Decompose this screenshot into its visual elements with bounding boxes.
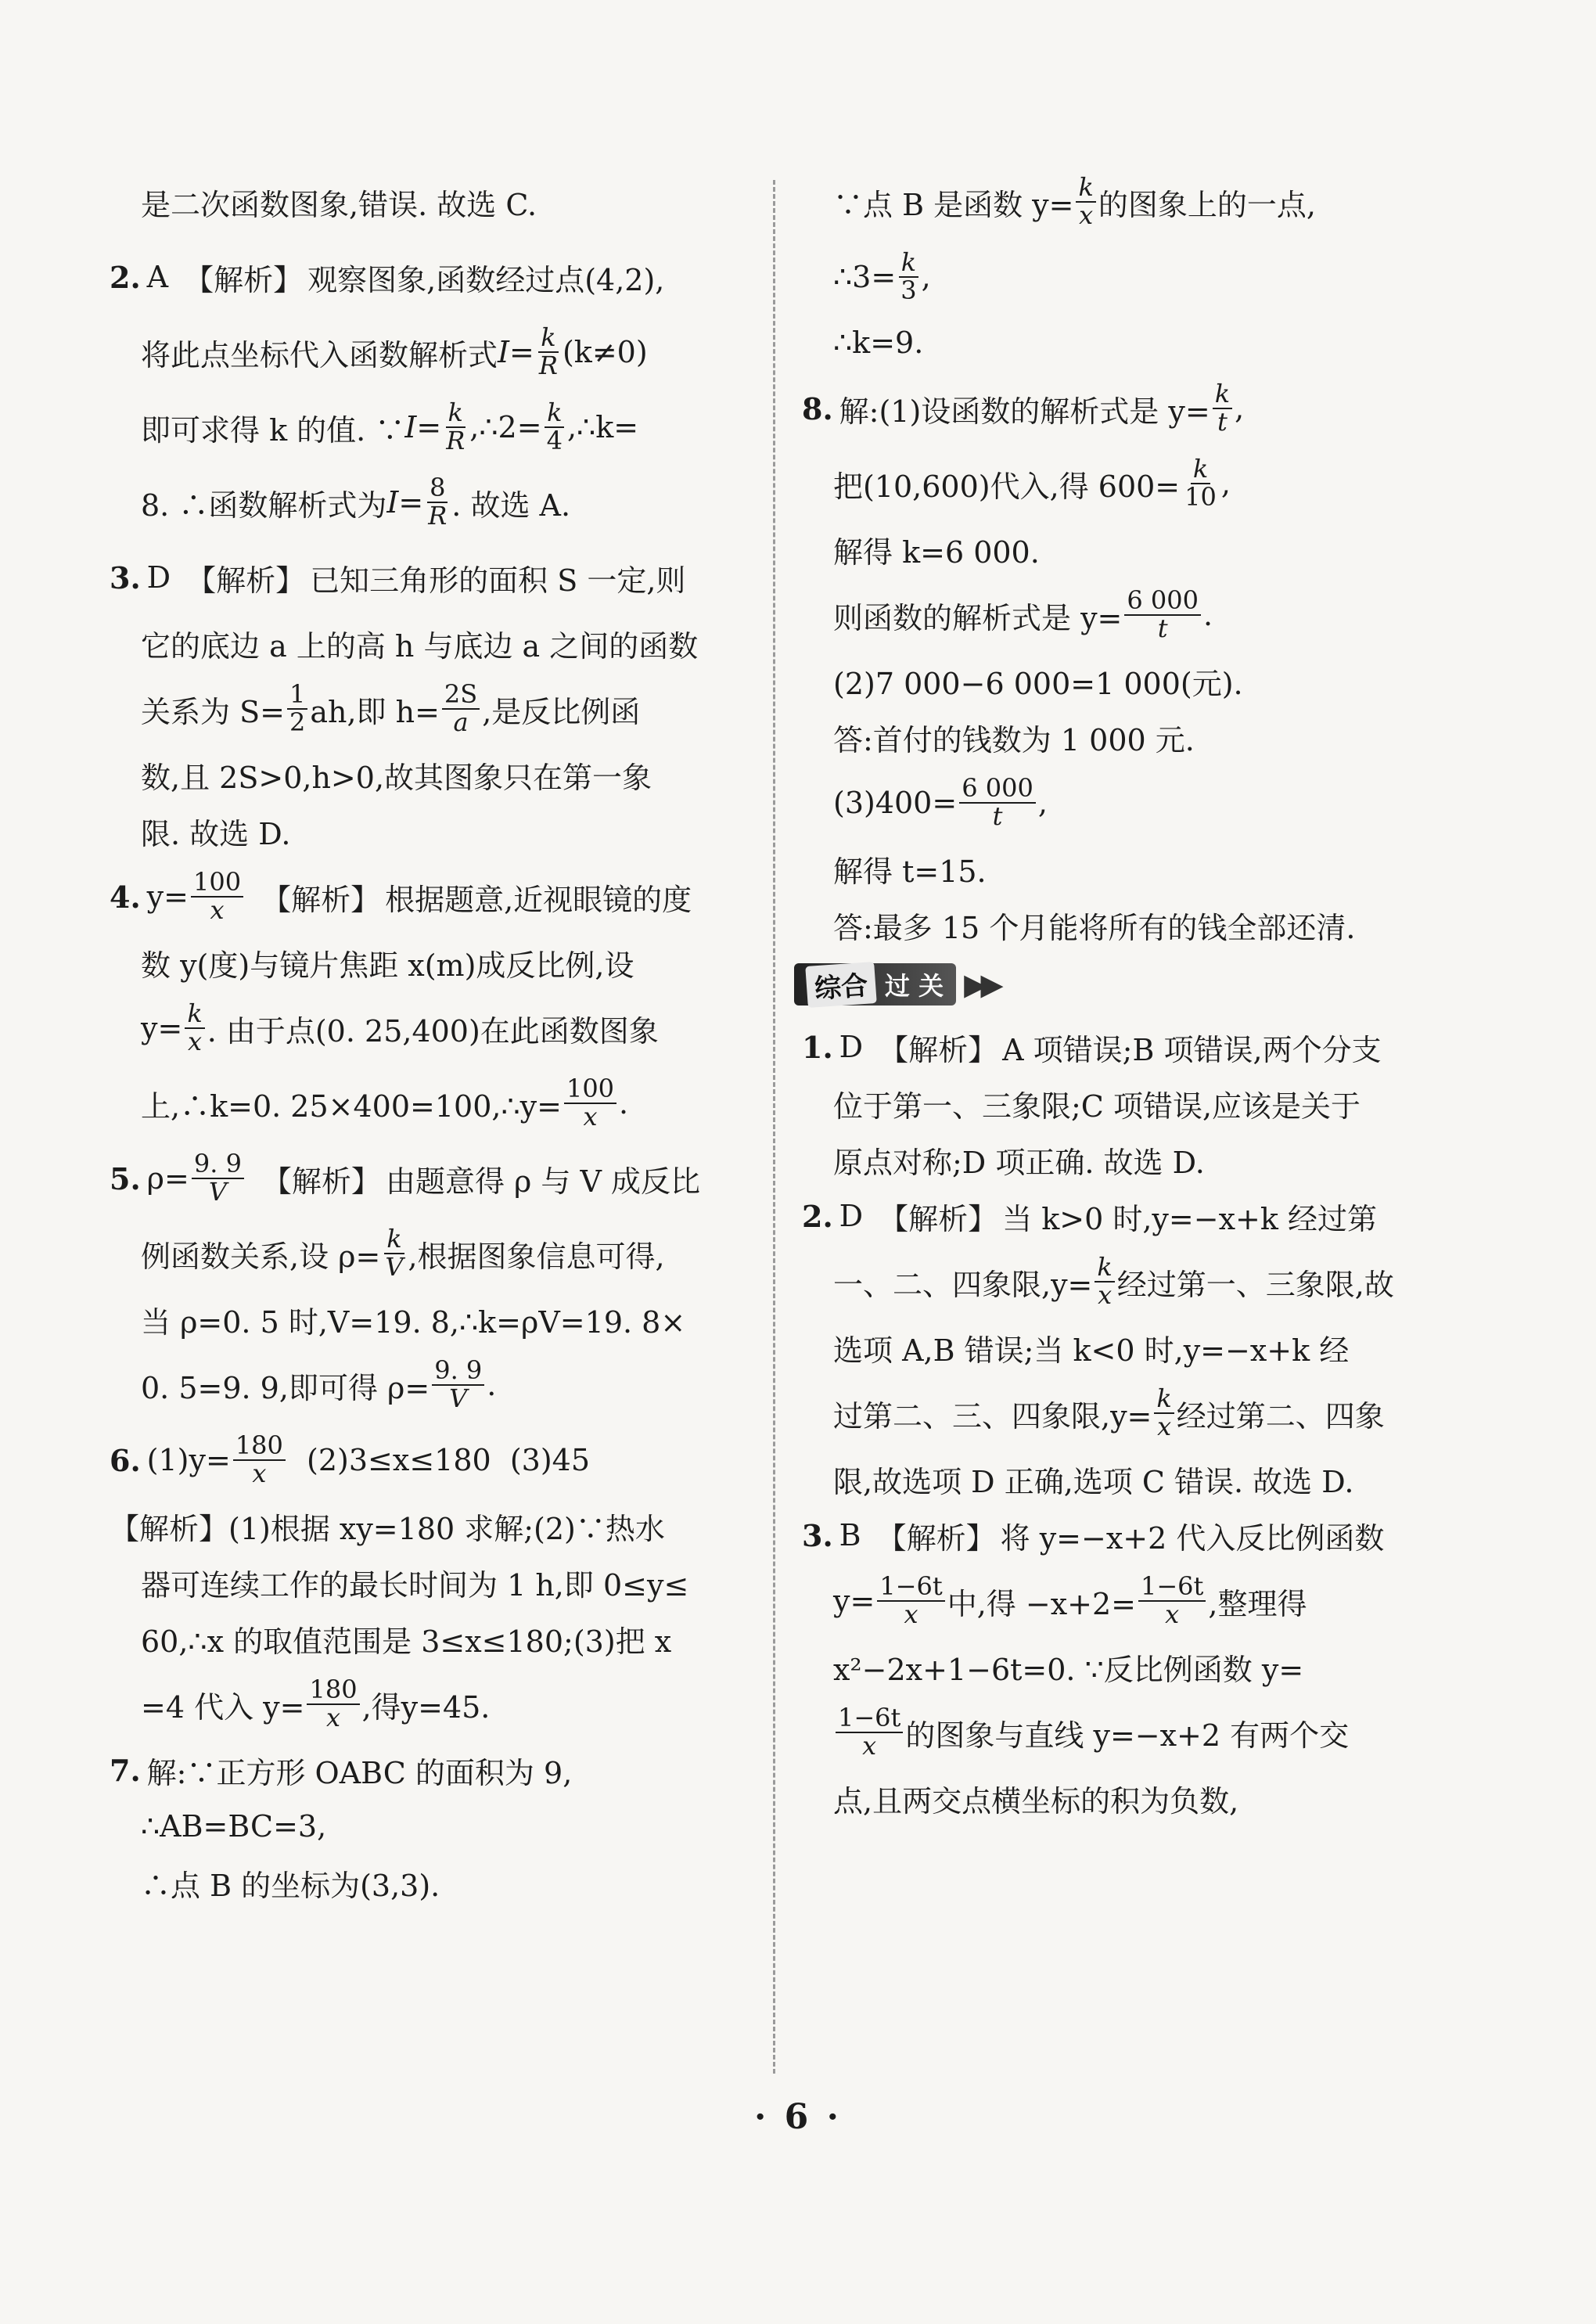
text: 根据题意,近视眼镜的度: [385, 882, 692, 917]
question-4-line: [110, 859, 747, 934]
text: 解:∵正方形 OABC 的面积为 9,: [146, 1755, 573, 1790]
text-line: [802, 1695, 1428, 1770]
answer-letter: D: [839, 1030, 864, 1064]
text: 一、二、四象限,y=: [833, 1267, 1093, 1302]
fraction: [1124, 585, 1201, 643]
text-line: [110, 991, 747, 1066]
text-line: [110, 1798, 747, 1855]
text-line: [802, 577, 1428, 653]
text-line: [802, 239, 1428, 315]
text-line: [110, 390, 747, 465]
denominator: 2: [289, 707, 306, 737]
numerator: k: [899, 250, 918, 278]
denominator: x: [210, 895, 225, 925]
denominator: x: [1079, 200, 1094, 230]
fraction: [383, 1226, 405, 1280]
text: =: [509, 335, 534, 369]
numerator: k: [1213, 381, 1232, 409]
text: 由题意得 ρ 与 V 成反比: [385, 1164, 701, 1199]
text: 60,∴x 的取值范围是 3≤x≤180;(3)把 x: [141, 1624, 672, 1659]
review-question-1-line: [802, 1019, 1428, 1075]
denominator: 10: [1184, 482, 1217, 512]
fraction: [1154, 1383, 1174, 1441]
numerator: k: [446, 400, 466, 428]
denominator: x: [187, 1027, 203, 1056]
double-arrow-icon: ▶▶: [964, 967, 998, 1002]
denominator: x: [904, 1599, 918, 1629]
fraction: [1076, 174, 1095, 228]
text-line: [802, 840, 1428, 897]
numerator: 100: [564, 1076, 616, 1104]
text: . 由于点(0. 25,400)在此函数图象: [207, 1013, 659, 1049]
text-line: [110, 1291, 747, 1347]
text: 解:(1)设函数的解析式是 y=: [839, 394, 1210, 429]
denominator: V: [385, 1252, 404, 1282]
fraction: [233, 1430, 286, 1488]
text-line: [802, 709, 1428, 765]
denominator: x: [326, 1703, 341, 1732]
text-line: [110, 615, 747, 671]
fraction: [1213, 381, 1232, 435]
text-line: [110, 315, 747, 390]
text: 过第二、三、四象限,y=: [833, 1398, 1152, 1434]
page-number: · 6 ·: [754, 2097, 842, 2137]
text-line: [110, 671, 747, 746]
column-divider: [773, 180, 775, 2074]
fraction: [959, 775, 1036, 829]
text-line: [802, 1770, 1428, 1826]
fraction: [185, 998, 204, 1056]
text-line: [110, 1667, 747, 1742]
denominator: R: [538, 351, 558, 380]
text: 数,且 2S>0,h>0,故其图象只在第一象: [141, 760, 652, 795]
question-number: 3.: [110, 559, 141, 595]
text: ,∴k=: [566, 410, 639, 444]
text: (2)3≤x≤180 (3)45: [287, 1443, 591, 1477]
denominator: R: [428, 501, 448, 531]
text: 把(10,600)代入,得 600=: [833, 469, 1181, 504]
question-number: 2.: [110, 259, 141, 295]
text: 的图象与直线 y=−x+2 有两个交: [905, 1718, 1350, 1753]
answer-letter: A: [146, 260, 169, 294]
text: 例函数关系,设 ρ=: [141, 1239, 381, 1274]
text-line: [110, 1498, 747, 1554]
fraction: [432, 1355, 484, 1413]
numerator: 1−6t: [836, 1705, 903, 1733]
denominator: x: [1157, 1412, 1172, 1441]
numerator: k: [1191, 456, 1210, 484]
fraction: [307, 1677, 359, 1731]
text: .: [487, 1368, 497, 1402]
text: =4 代入 y=: [141, 1689, 305, 1725]
denominator: 3: [900, 275, 917, 305]
text-line: [802, 1319, 1428, 1376]
text: 答:首付的钱数为 1 000 元.: [833, 722, 1195, 757]
text: 【解析】(1)根据 xy=180 求解;(2)∵热水: [110, 1511, 665, 1546]
text: 已知三角形的面积 S 一定,则: [310, 563, 686, 598]
analysis-tag: 【解析】: [186, 563, 306, 598]
text: (3)400=: [833, 786, 958, 820]
denominator: x: [862, 1731, 877, 1761]
text: (1)y=: [146, 1443, 231, 1477]
fraction: [877, 1571, 944, 1629]
text-line: [110, 1347, 747, 1423]
fraction: [287, 679, 307, 737]
text-line: [110, 1855, 747, 1911]
text: ,: [1220, 466, 1231, 501]
text-line: [110, 934, 747, 991]
question-number: 3.: [802, 1517, 833, 1553]
denominator: x: [252, 1459, 267, 1488]
text-line: [802, 1451, 1428, 1507]
text: 当 k>0 时,y=−x+k 经过第: [1002, 1201, 1377, 1236]
numerator: 1−6t: [1138, 1574, 1206, 1602]
text: 即可求得 k 的值. ∵: [141, 412, 405, 448]
text-line: [110, 1216, 747, 1291]
text-line: [802, 446, 1428, 521]
text: A 项错误;B 项错误,两个分支: [1002, 1032, 1382, 1067]
text: ,: [921, 260, 931, 294]
fraction: [191, 869, 243, 923]
text: 它的底边 a 上的高 h 与底边 a 之间的函数: [141, 628, 699, 664]
numerator: 6 000: [959, 775, 1036, 804]
numerator: k: [545, 400, 564, 428]
text: 点,且两交点横坐标的积为负数,: [833, 1783, 1239, 1819]
numerator: 2S: [442, 682, 480, 710]
denominator: t: [1157, 613, 1168, 643]
question-number: 7.: [110, 1752, 141, 1788]
text-line: [110, 164, 747, 239]
text-line: [802, 1131, 1428, 1188]
text: 解得 k=6 000.: [833, 534, 1040, 570]
analysis-tag: 【解析】: [879, 1201, 998, 1236]
question-2-line: [110, 239, 747, 315]
text: ,根据图象信息可得,: [408, 1239, 665, 1274]
text: 数 y(度)与镜片焦距 x(m)成反比例,设: [141, 948, 634, 983]
text-line: [802, 1376, 1428, 1451]
question-7-line: [110, 1742, 747, 1798]
text: 当 ρ=0. 5 时,V=19. 8,∴k=ρV=19. 8×: [141, 1304, 686, 1340]
variable: I: [498, 335, 510, 369]
text: 是二次函数图象,错误. 故选 C.: [141, 187, 537, 222]
fraction: [1138, 1571, 1206, 1629]
text-line: [110, 465, 747, 540]
fraction: [564, 1076, 616, 1130]
denominator: 4: [546, 426, 563, 455]
text: ,整理得: [1208, 1586, 1307, 1621]
denominator: x: [1098, 1280, 1113, 1310]
text-line: [110, 1554, 747, 1610]
text-line: [802, 1639, 1428, 1695]
analysis-tag: 【解析】: [261, 1164, 381, 1199]
question-number: 6.: [110, 1442, 141, 1478]
text: 原点对称;D 项正确. 故选 D.: [833, 1145, 1205, 1180]
question-number: 8.: [802, 390, 833, 426]
answer-letter: D: [146, 560, 171, 595]
question-5-line: [110, 1141, 747, 1216]
analysis-tag: 【解析】: [876, 1520, 996, 1556]
text-line: [802, 653, 1428, 709]
text: ,∴2=: [469, 410, 542, 444]
text: ,是反比例函: [482, 694, 641, 729]
section-badge: [794, 963, 956, 1006]
denominator: V: [449, 1383, 468, 1413]
left-column: [110, 164, 747, 1911]
text: x²−2x+1−6t=0. ∵反比例函数 y=: [833, 1652, 1304, 1687]
text-line: [802, 315, 1428, 371]
text: 将 y=−x+2 代入反比例函数: [1000, 1520, 1385, 1556]
numerator: 100: [191, 869, 243, 898]
text-line: [802, 164, 1428, 239]
answer-letter: D: [839, 1199, 864, 1233]
text: 限,故选项 D 正确,选项 C 错误. 故选 D.: [833, 1464, 1354, 1499]
text: 0. 5=9. 9,即可得 ρ=: [141, 1370, 430, 1405]
fraction: [192, 1151, 244, 1205]
text: 经过第二、四象: [1176, 1398, 1385, 1434]
text-line: [110, 1066, 747, 1141]
numerator: 9. 9: [192, 1151, 244, 1179]
section-badge-sublabel: 过 关: [885, 971, 944, 1001]
text: .: [619, 1086, 629, 1121]
text: 关系为 S=: [141, 694, 285, 729]
review-question-2-line: [802, 1188, 1428, 1244]
text: ,得y=45.: [361, 1689, 491, 1725]
section-badge-label: 综合: [805, 961, 876, 1007]
denominator: V: [208, 1177, 227, 1207]
text: 器可连续工作的最长时间为 1 h,即 0≤y≤: [141, 1567, 689, 1603]
answer-letter: B: [839, 1518, 861, 1552]
fraction: [1182, 456, 1219, 510]
text: 将此点坐标代入函数解析式: [141, 337, 498, 372]
fraction: [426, 475, 449, 529]
text: ,: [1037, 786, 1048, 820]
text-line: [110, 746, 747, 803]
text: ∴3=: [833, 260, 897, 294]
text: ∵点 B 是函数 y=: [833, 187, 1074, 222]
numerator: k: [1095, 1254, 1114, 1283]
fraction: [836, 1705, 903, 1759]
text: 则函数的解析式是 y=: [833, 600, 1123, 635]
variable: I: [404, 410, 417, 444]
text: ∴点 B 的坐标为(3,3).: [141, 1868, 440, 1903]
analysis-tag: 【解析】: [261, 882, 381, 917]
numerator: 1: [287, 682, 307, 710]
denominator: a: [453, 707, 469, 737]
numerator: 180: [307, 1677, 359, 1705]
answer-text: ρ=: [146, 1161, 189, 1196]
text: 观察图象,函数经过点(4,2),: [307, 262, 665, 297]
denominator: x: [583, 1102, 598, 1131]
question-number: 5.: [110, 1160, 141, 1196]
numerator: k: [185, 1001, 204, 1029]
numerator: 180: [233, 1433, 286, 1461]
fraction: [898, 247, 918, 305]
text: 限. 故选 D.: [141, 816, 291, 851]
text: ∴k=9.: [833, 326, 924, 360]
text-line: [110, 1610, 747, 1667]
denominator: t: [1217, 407, 1228, 437]
text: (k≠0): [562, 335, 648, 369]
text: 的图象上的一点,: [1098, 187, 1316, 222]
fraction: [444, 400, 467, 454]
text: ,: [1235, 391, 1245, 426]
question-number: 2.: [802, 1198, 833, 1234]
numerator: 9. 9: [432, 1358, 484, 1386]
numerator: k: [538, 325, 558, 353]
denominator: t: [992, 801, 1003, 831]
text: =: [398, 485, 424, 520]
text: 选项 A,B 错误;当 k<0 时,y=−x+k 经: [833, 1333, 1350, 1368]
text: (2)7 000−6 000=1 000(元).: [833, 666, 1243, 701]
text: 中,得 −x+2=: [947, 1586, 1136, 1621]
text: 上,∴k=0. 25×400=100,∴y=: [141, 1088, 562, 1124]
text-line: [802, 1563, 1428, 1639]
question-number: 4.: [110, 879, 141, 915]
variable: I: [386, 485, 399, 520]
text: 经过第一、三象限,故: [1116, 1267, 1394, 1302]
numerator: 8: [427, 475, 448, 503]
text-line: [802, 521, 1428, 577]
answer-text: y=: [146, 880, 189, 914]
numerator: k: [1076, 174, 1095, 203]
text-line: [110, 803, 747, 859]
text: y=: [833, 1584, 875, 1618]
text: .: [1203, 598, 1213, 632]
section-header: [794, 953, 1428, 1016]
denominator: x: [1165, 1599, 1180, 1629]
text-line: [802, 1075, 1428, 1131]
review-question-3-line: [802, 1507, 1428, 1563]
text: ah,即 h=: [310, 694, 440, 729]
fraction: [545, 400, 565, 454]
right-column: [802, 164, 1428, 1826]
text-line: [802, 765, 1428, 840]
text: 位于第一、三象限;C 项错误,应该是关于: [833, 1088, 1361, 1124]
text: 解得 t=15.: [833, 854, 987, 889]
fraction: [1095, 1254, 1114, 1308]
text: y=: [141, 1011, 183, 1045]
text-line: [802, 1244, 1428, 1319]
question-3-line: [110, 540, 747, 615]
denominator: R: [446, 426, 466, 455]
text: 8. ∴函数解析式为: [141, 487, 387, 523]
text: . 故选 A.: [451, 487, 571, 523]
numerator: k: [1154, 1386, 1174, 1414]
fraction: [537, 322, 560, 380]
question-6-line: [110, 1423, 747, 1498]
question-number: 1.: [802, 1029, 833, 1065]
numerator: 1−6t: [877, 1574, 944, 1602]
numerator: 6 000: [1124, 588, 1201, 616]
text: 答:最多 15 个月能将所有的钱全部还清.: [833, 910, 1356, 945]
fraction: [442, 679, 480, 737]
analysis-tag: 【解析】: [879, 1032, 998, 1067]
text: ∴AB=BC=3,: [141, 1809, 327, 1844]
question-8-line: [802, 371, 1428, 446]
text-line: [802, 897, 1428, 953]
analysis-tag: 【解析】: [184, 262, 304, 297]
numerator: k: [384, 1226, 404, 1254]
text: =: [416, 410, 442, 444]
